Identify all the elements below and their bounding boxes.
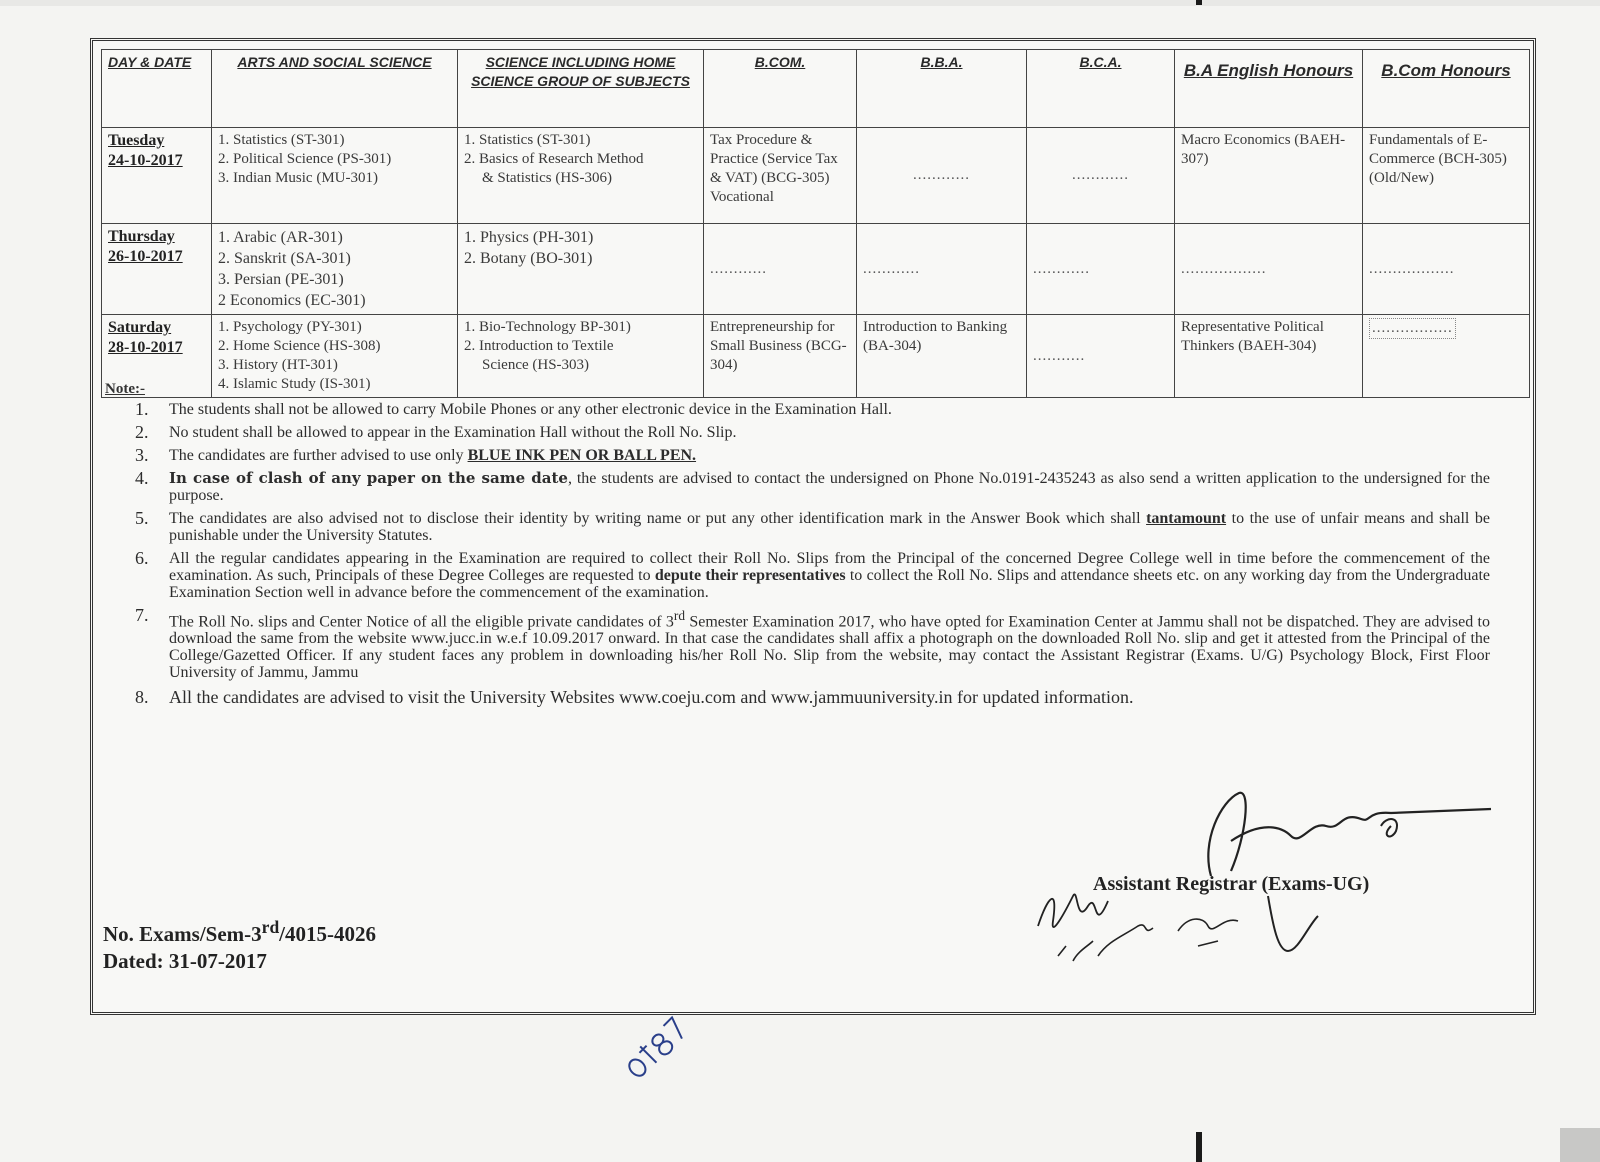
empty-placeholder: ............ [863, 260, 920, 277]
note-text [169, 607, 1490, 681]
bca-cell [1027, 128, 1175, 224]
empty-placeholder: ............ [710, 260, 767, 277]
note-text: All the candidates are advised to visit the University Websites www.coeju.com and www.jammuuniversity.in for updated information. [169, 687, 1134, 708]
note-text [169, 447, 1490, 464]
note-emphasis: tantamount [1146, 510, 1227, 527]
paper-item: & Statistics (HS-306) [482, 170, 612, 186]
arts-cell [212, 315, 458, 398]
table-row [102, 128, 1530, 224]
empty-placeholder: ............ [1033, 260, 1090, 277]
note-text-part: to collect the Roll No. Slips and attendance sheets etc. on any working day from the Undergraduate Examination Section well in advance before the commencement of the examination. [169, 567, 1491, 601]
note-number: 4. [135, 468, 149, 488]
date-label: 24-10-2017 [108, 152, 183, 169]
note-emphasis: In case of clash of any paper on the same date [169, 469, 568, 487]
table-row [102, 315, 1530, 398]
note-text-part: All the regular candidates appearing in the Examination are required to collect their Roll No. Slips from the Principal of the concerned Degree College well in time before the commencement of the examination. As such, Principals of these Degree Colleges are requested to [169, 550, 1490, 584]
note-text-part: Semester Examination 2017, who have opted for Examination Center at Jammu shall not be dispatched. They are advised to download the same from the website www.jucc.in w.e.f 10.09.2017 onward. In that case the candidates shall affix a photograph on the downloaded Roll No. slip and get it attested from the Principal of the College/Gazetted Officer. If any student faces any problem in downloading his/her Roll No. Slip from the website, may contact the Assistant Registrar (Exams. U/G) Psychology Block, First Floor University of Jammu, Jammu [169, 613, 1490, 682]
paper-item: 3. Indian Music (MU-301) [218, 170, 378, 186]
note-text-part: The candidates are further advised to use only [169, 447, 468, 464]
note-item [135, 401, 1490, 418]
paper-item: 2. Home Science (HS-308) [218, 338, 381, 354]
note-number: 8. [135, 687, 149, 708]
note-text-part: The Roll No. slips and Center Notice of all the eligible private candidates of 3 [169, 613, 674, 631]
note-text [169, 470, 1490, 504]
note-item [135, 607, 1490, 681]
science-cell [458, 128, 704, 224]
day-label: Thursday [108, 228, 175, 245]
bcom-cell: Entrepreneurship for Small Business (BCG-304) [704, 315, 857, 398]
day-label: Saturday [108, 319, 172, 336]
notice-frame [90, 38, 1536, 1015]
paper-item: 1. Statistics (ST-301) [464, 132, 591, 148]
col-header-day-date: DAY & DATE [102, 50, 212, 128]
note-item [135, 510, 1490, 544]
empty-placeholder: ............ [1072, 167, 1129, 183]
note-number: 3. [135, 445, 149, 465]
col-header-bcom: B.COM. [704, 50, 857, 128]
paper-item: 4. Islamic Study (IS-301) [218, 376, 371, 392]
ba-english-cell [1175, 224, 1363, 315]
note-number: 1. [135, 399, 149, 419]
ba-english-cell: Representative Political Thinkers (BAEH-304) [1175, 315, 1363, 398]
scan-mark [1196, 1132, 1202, 1162]
signer-title: Assistant Registrar (Exams-UG) [1093, 873, 1370, 895]
bcom-honours-cell: Fundamentals of E-Commerce (BCH-305) (Old/New) [1363, 128, 1530, 224]
paper-item: 2 Economics (EC-301) [218, 292, 366, 309]
notes-list [135, 401, 1490, 713]
date-label: 26-10-2017 [108, 248, 183, 265]
bcom-cell: Tax Procedure & Practice (Service Tax & VAT) (BCG-305) Vocational [704, 128, 857, 224]
arts-cell [212, 128, 458, 224]
bca-cell [1027, 224, 1175, 315]
empty-placeholder: .................. [1369, 260, 1455, 277]
bba-cell [857, 128, 1027, 224]
paper-item: 1. Physics (PH-301) [464, 229, 594, 246]
note-number: 5. [135, 508, 149, 528]
scan-mark [1196, 0, 1202, 5]
science-cell [458, 224, 704, 315]
empty-placeholder: .................. [1181, 260, 1267, 277]
reference-superscript: rd [261, 917, 280, 937]
note-text-part: The candidates are also advised not to disclose their identity by writing name or put any other identification mark in the Answer Book which shall [169, 510, 1147, 527]
note-number: 2. [135, 422, 149, 442]
paper-item: Science (HS-303) [482, 357, 590, 373]
note-superscript: rd [673, 608, 685, 623]
note-text: No student shall be allowed to appear in the Examination Hall without the Roll No. Slip. [169, 424, 737, 441]
scan-edge [0, 0, 1600, 6]
day-date-cell [102, 224, 212, 315]
day-label: Tuesday [108, 132, 165, 149]
paper-item: 1. Statistics (ST-301) [218, 132, 345, 148]
arts-cell [212, 224, 458, 315]
note-text: The students shall not be allowed to carry Mobile Phones or any other electronic device in the Examination Hall. [169, 401, 892, 418]
paper-item: 1. Psychology (PY-301) [218, 319, 362, 335]
reference-number-text: No. Exams/Sem-3 [103, 922, 262, 946]
bba-cell [857, 224, 1027, 315]
bcom-honours-cell [1363, 315, 1530, 398]
note-text [169, 550, 1490, 601]
day-date-cell [102, 128, 212, 224]
table-row [102, 224, 1530, 315]
note-item [135, 424, 1490, 441]
bcom-honours-cell [1363, 224, 1530, 315]
scan-mark [1560, 1128, 1600, 1162]
exam-schedule-table [101, 49, 1530, 398]
reference-number-suffix: /4015-4026 [279, 922, 376, 946]
col-header-arts: ARTS AND SOCIAL SCIENCE [212, 50, 458, 128]
note-number: 6. [135, 548, 149, 568]
empty-placeholder: ................. [1369, 318, 1456, 339]
col-header-bca: B.C.A. [1027, 50, 1175, 128]
paper-item: 2. Botany (BO-301) [464, 250, 593, 267]
bca-cell [1027, 315, 1175, 398]
paper-item: 1. Arabic (AR-301) [218, 229, 343, 246]
bcom-cell [704, 224, 857, 315]
paper-item: 2. Political Science (PS-301) [218, 151, 392, 167]
note-text-part: , the students are advised to contact the undersigned on Phone No.0191-2435243 as also send a written application to the undersigned for the purpose. [169, 470, 1490, 504]
initials-icon [1028, 856, 1328, 976]
note-emphasis: depute their representatives [654, 567, 846, 584]
empty-placeholder: ........... [1033, 347, 1086, 364]
header-row [102, 50, 1530, 128]
reference-number [103, 914, 376, 948]
col-header-bba: B.B.A. [857, 50, 1027, 128]
col-header-bcom-honours: B.Com Honours [1363, 50, 1530, 128]
paper-item: 1. Bio-Technology BP-301) [464, 319, 631, 335]
paper-item: 2. Basics of Research Method [464, 151, 644, 167]
science-cell [458, 315, 704, 398]
bba-cell: Introduction to Banking (BA-304) [857, 315, 1027, 398]
note-text [169, 510, 1490, 544]
note-heading: Note:- [105, 381, 145, 397]
col-header-science: SCIENCE INCLUDING HOME SCIENCE GROUP OF SUBJECTS [458, 50, 704, 128]
handwritten-annotation-icon [610, 1000, 710, 1090]
empty-placeholder: ............ [913, 167, 970, 183]
note-item [135, 687, 1490, 707]
note-emphasis: BLUE INK PEN OR BALL PEN. [467, 447, 697, 464]
note-number: 7. [135, 605, 149, 625]
note-item [135, 470, 1490, 504]
paper-item: 2. Introduction to Textile [464, 338, 614, 354]
paper-item: 3. History (HT-301) [218, 357, 338, 373]
date-label: 28-10-2017 [108, 339, 183, 356]
note-item [135, 550, 1490, 601]
reference-block [103, 914, 376, 975]
col-header-ba-english: B.A English Honours [1175, 50, 1363, 128]
note-item [135, 447, 1490, 464]
reference-date: Dated: 31-07-2017 [103, 949, 267, 973]
paper-item: 2. Sanskrit (SA-301) [218, 250, 351, 267]
ba-english-cell: Macro Economics (BAEH-307) [1175, 128, 1363, 224]
note-text-part: to the use of unfair means and shall be punishable under the University Statutes. [169, 510, 1490, 544]
paper-item: 3. Persian (PE-301) [218, 271, 344, 288]
